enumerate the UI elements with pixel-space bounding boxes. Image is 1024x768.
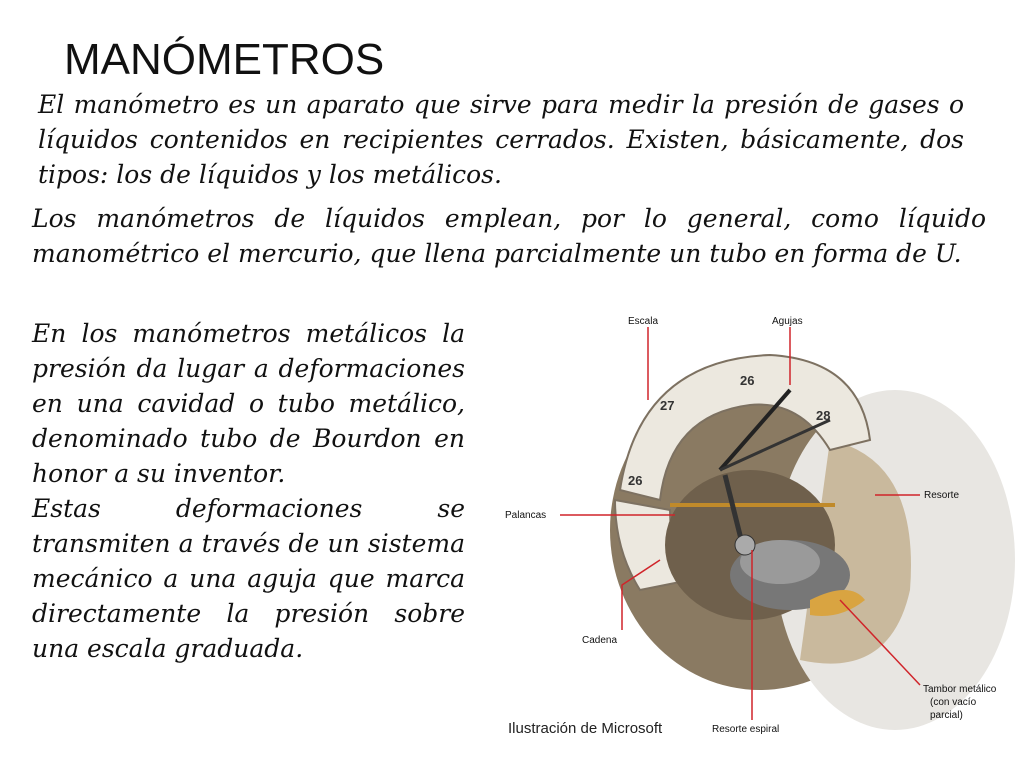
dial-number: 28 [816, 408, 831, 423]
dial-number: 27 [660, 398, 675, 413]
intro-paragraph: El manómetro es un aparato que sirve para medir la presión de gases o líquidos contenidos en recipientes cerrados. Existen, básicamente, dos tipos: los de líquidos y los metálicos. [38, 90, 964, 189]
illustration-credit: Ilustración de Microsoft [508, 720, 663, 737]
label-tambor: parcial) [930, 710, 963, 721]
page-title: MANÓMETROS [64, 35, 385, 84]
label-resorte-espiral: Resorte espiral [712, 724, 780, 735]
label-escala: Escala [628, 316, 659, 327]
dial-number: 26 [628, 473, 643, 488]
transmission-text: Estas deformaciones se transmiten a través de un sistema mecánico a una aguja que marca directamente la presión sobre una escala graduada. [32, 494, 465, 663]
label-agujas: Agujas [772, 316, 803, 327]
label-resorte: Resorte [924, 490, 960, 501]
label-cadena: Cadena [582, 635, 618, 646]
liquid-manometer-paragraph: Los manómetros de líquidos emplean, por lo general, como líquido manométrico el mercurio, que llena parcialmente un tubo en forma de U. [32, 204, 986, 268]
dial-number: 26 [740, 373, 755, 388]
bourdon-tube-text: En los manómetros metálicos la presión da lugar a deformaciones en una cavidad o tubo metálico, denominado tubo de Bourdon en honor a su inventor. [32, 319, 465, 488]
label-tambor: (con vacío [930, 697, 977, 708]
label-tambor: Tambor metálico [923, 684, 997, 695]
metallic-manometer-paragraph [32, 316, 465, 666]
label-palancas: Palancas [505, 510, 547, 521]
manometer-illustration [500, 300, 1024, 768]
